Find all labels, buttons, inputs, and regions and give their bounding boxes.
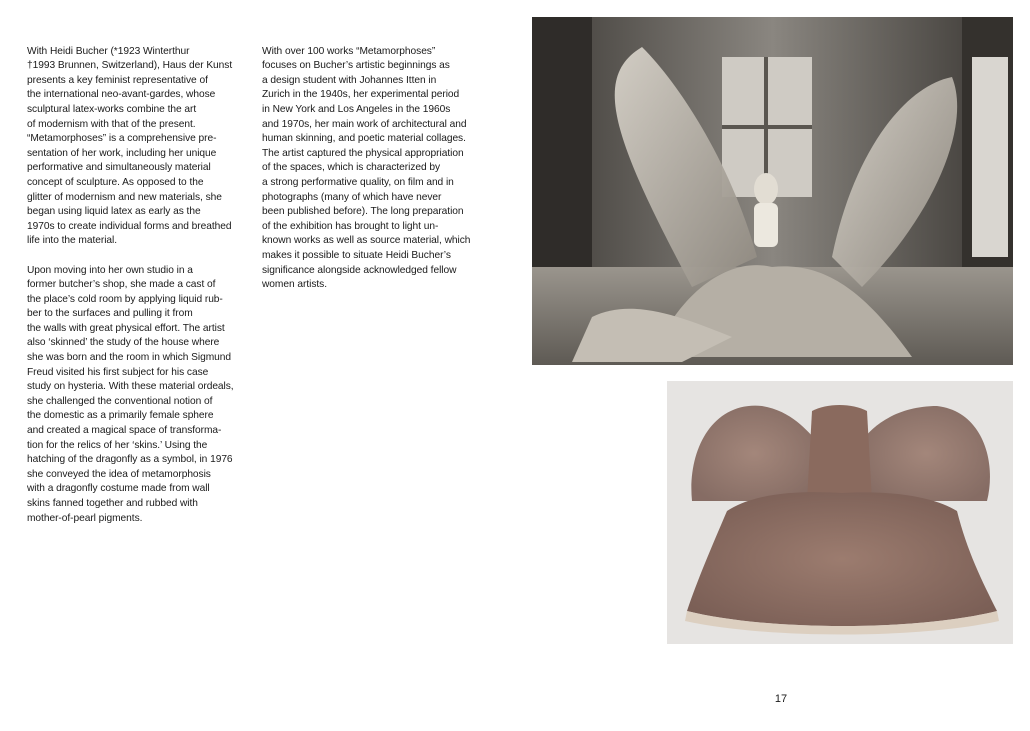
photo-artist-with-latex-skins (532, 17, 1013, 365)
page-number: 17 (774, 693, 788, 705)
paragraph: With Heidi Bucher (*1923 Winterthur †1993 Brunnen, Switzerland), Haus der Kunst presents a key feminist representative of the international neo-avant-gardes, whose sculptural latex-works combine the art of modernism with that of the present. “Metamorphoses” is a comprehensive pre- sentation of her work, including her unique performative and simultaneously material concept of sculpture. As opposed to the glitter of modernism and new materials, she began using liquid latex as early as the 1970s to create individual forms and breathed life into the material. (27, 45, 233, 247)
paragraph: With over 100 works “Metamorphoses” focuses on Bucher’s artistic beginnings as a design student with Johannes Itten in Zurich in the 1940s, her experimental period in New York and Los Angeles in the 1960s and 1970s, her main work of architectural and human skinning, and poetic material collages. The artist captured the physical appropriation of the spaces, which is characterized by a strong performative quality, on film and in photographs (many of which have never been published before). The long preparation of the exhibition has brought to light un- known works as well as source material, which makes it possible to situate Heidi Bucher’s significance alongside acknowledged fellow women artists. (262, 45, 471, 291)
text-column-right (262, 30, 498, 307)
paragraph: Upon moving into her own studio in a former butcher’s shop, she made a cast of the place’s cold room by applying liquid rub- ber to the surfaces and pulling it from the walls with great physical effort. The artist also ‘skinned’ the study of the house where she was born and the room in which Sigmund Freud visited his first subject for his case study on hysteria. With these material ordeals, she challenged the conventional notion of the domestic as a primarily female sphere and created a magical space of transforma- tion for the relics of her ‘skins.’ Using the hatching of the dragonfly as a symbol, in 1976 she conveyed the idea of metamorphosis with a dragonfly costume made from wall skins fanned together and rubbed with mother-of-pearl pigments. (27, 264, 234, 524)
photo-dragonfly-costume (667, 381, 1013, 644)
text-column-left (27, 30, 259, 541)
